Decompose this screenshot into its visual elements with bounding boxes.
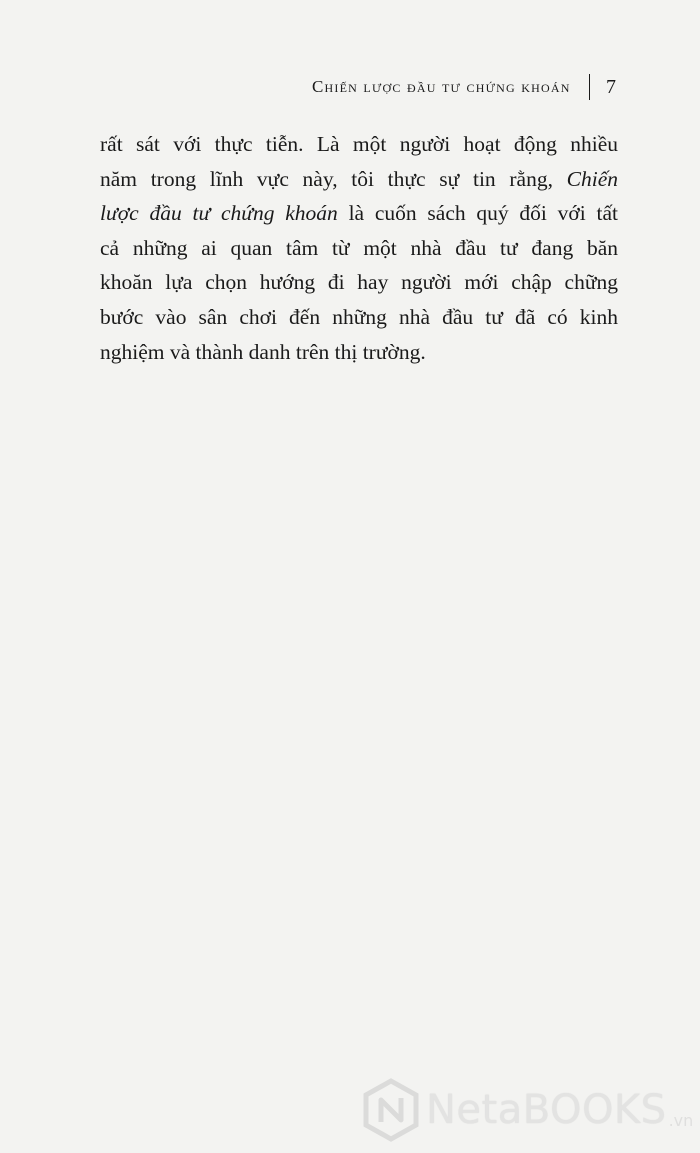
netabooks-logo-icon [362, 1078, 420, 1142]
text-line-2: năm trong lĩnh vực này, tôi thực sự tin rằng, Chiến [100, 166, 619, 191]
text-line-6: bước vào sân chơi đến những nhà đầu tư đã có kinh [100, 304, 618, 329]
text-line-7: nghiệm và thành danh trên thị trường. [100, 339, 426, 364]
book-title-italic: Chiến [566, 166, 619, 191]
page-number: 7 [606, 75, 616, 98]
header-divider [589, 74, 590, 100]
text-line-4: cả những ai quan tâm từ một nhà đầu tư đang băn [100, 235, 618, 260]
text-line-3: lược đầu tư chứng khoán là cuốn sách quý đối với tất [100, 201, 618, 226]
text-line-1: rất sát với thực tiễn. Là một người hoạt động nhiều [100, 132, 618, 156]
watermark-brand: NetaBOOKS [426, 1087, 667, 1133]
watermark-suffix: .vn [668, 1111, 694, 1130]
running-header [312, 74, 616, 100]
running-header-title: Chiến lược đầu tư chứng khoán [311, 77, 571, 96]
body-paragraph [100, 127, 618, 369]
watermark [362, 1078, 693, 1142]
book-title-italic: lược đầu tư chứng khoán [100, 201, 338, 226]
text-line-5: khoăn lựa chọn hướng đi hay người mới chập chững [100, 270, 618, 295]
